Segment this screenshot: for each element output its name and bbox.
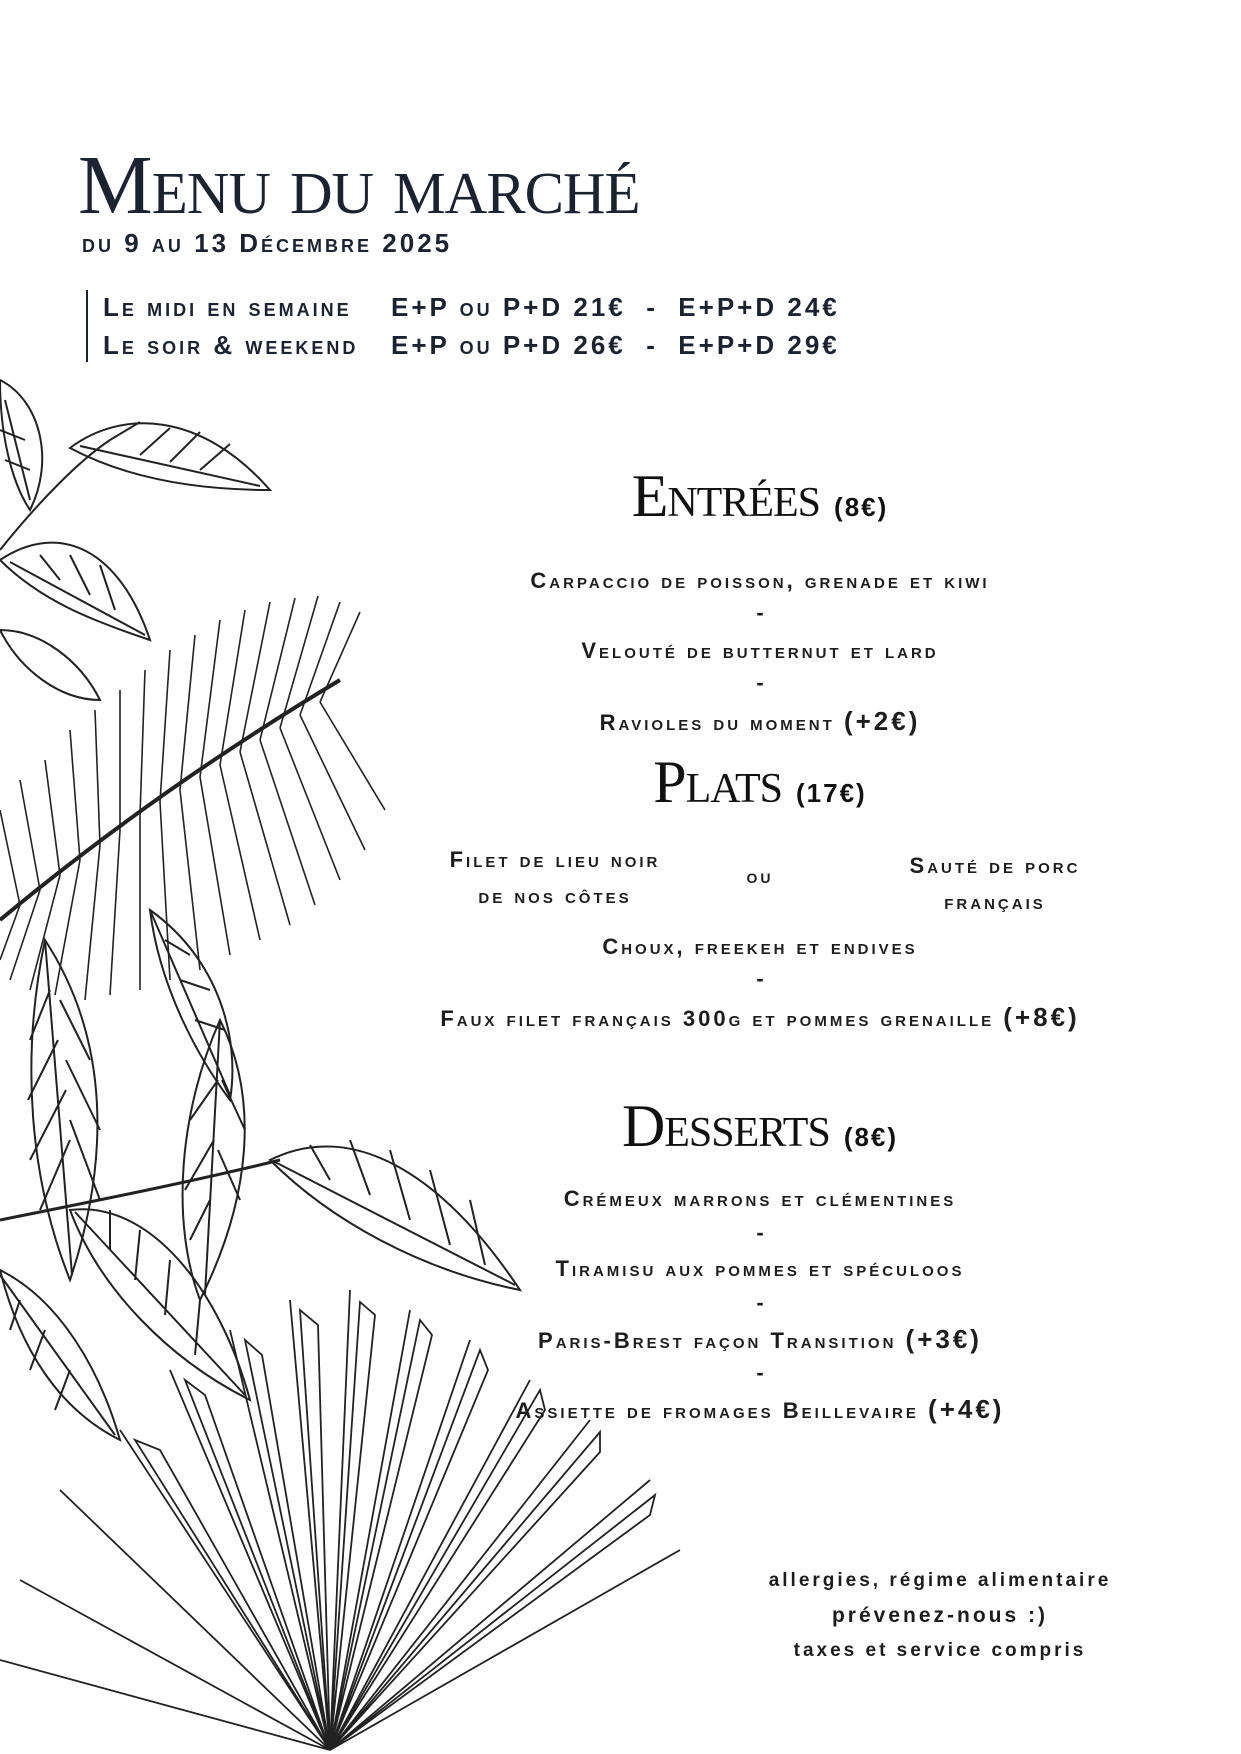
leaf-icon	[31, 940, 97, 1280]
or-label: ou	[746, 866, 774, 888]
item-separator: -	[756, 1290, 764, 1315]
page-title: Menu du marché	[78, 139, 640, 232]
section-name: Plats	[653, 749, 782, 815]
leaf-icon	[0, 440, 110, 550]
taxes-note: taxes et service compris	[793, 1640, 1087, 1661]
section-price: (8€)	[834, 492, 889, 522]
allergy-note: allergies, régime alimentaire	[768, 1570, 1112, 1591]
section-price: (17€)	[796, 778, 867, 808]
item-separator: -	[756, 1360, 764, 1385]
menu-item: Velouté de butternut et lard	[581, 638, 939, 663]
menu-item-line: Sauté de porc	[909, 853, 1081, 878]
leaf-icon	[0, 630, 100, 700]
supplement-price: (+4€)	[928, 1394, 1005, 1424]
pricing-value: E+P ou P+D 26€ - E+P+D 29€	[391, 330, 840, 360]
section-price: (8€)	[843, 1122, 899, 1152]
supplement-price: (+3€)	[905, 1324, 982, 1354]
menu-item	[330, 1394, 1190, 1425]
menu-item: Carpaccio de poisson, grenade et kiwi	[530, 568, 990, 593]
botanical-illustration	[0, 340, 720, 1754]
menu-dates: du 9 au 13 Décembre 2025	[82, 228, 453, 258]
menu-item: Choux, freekeh et endives	[602, 934, 918, 959]
menu-item-right	[840, 848, 1150, 920]
leaf-icon	[70, 423, 270, 490]
menu-item-name: Assiette de fromages Beillevaire	[515, 1398, 919, 1423]
leaf-icon	[183, 1020, 245, 1300]
menu-item-line: de nos côtes	[478, 883, 632, 908]
section-title-entrees	[330, 462, 1190, 531]
allergy-prompt: prévenez-nous :)	[831, 1604, 1049, 1627]
pricing-label: Le midi en semaine	[103, 292, 352, 322]
menu-item: Crémeux marrons et clémentines	[563, 1186, 957, 1211]
supplement-price: (+2€)	[843, 706, 921, 736]
pricing-row	[103, 330, 840, 361]
section-name: Desserts	[621, 1093, 830, 1159]
pricing-divider	[86, 290, 88, 362]
item-separator: -	[756, 966, 764, 991]
menu-item-name: Paris-Brest façon Transition	[538, 1328, 897, 1353]
menu-item	[330, 1002, 1190, 1033]
menu-item-line: Filet de lieu noir	[449, 847, 661, 872]
section-title-plats	[330, 748, 1190, 817]
menu-item-name: Ravioles du moment	[599, 710, 835, 735]
pricing-row	[103, 292, 840, 323]
item-separator: -	[756, 670, 764, 695]
menu-item	[330, 706, 1190, 737]
supplement-price: (+8€)	[1003, 1002, 1080, 1032]
menu-item-name: Faux filet français 300g et pommes grenaille	[440, 1006, 995, 1031]
palm-leaf-icon	[0, 1290, 680, 1750]
section-name: Entrées	[631, 463, 821, 529]
pricing-label: Le soir & weekend	[103, 330, 359, 360]
menu-item	[330, 1324, 1190, 1355]
item-separator: -	[756, 1220, 764, 1245]
menu-item: Tiramisu aux pommes et spéculoos	[555, 1256, 965, 1281]
item-separator: -	[756, 600, 764, 625]
menu-item-line: français	[944, 889, 1046, 914]
leaf-icon	[0, 380, 42, 510]
pricing-value: E+P ou P+D 21€ - E+P+D 24€	[391, 292, 840, 322]
section-title-desserts	[330, 1092, 1190, 1161]
leaf-icon	[0, 1270, 120, 1440]
menu-item-left	[400, 842, 710, 914]
